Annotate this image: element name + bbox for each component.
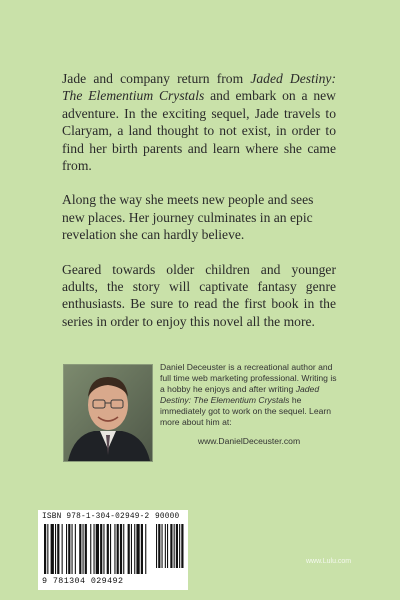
barcode-addon-bar (181, 524, 183, 568)
barcode-addon-bar (156, 524, 157, 568)
barcode-bar (120, 524, 122, 574)
barcode-bar (100, 524, 102, 574)
barcode-addon-bar (174, 524, 175, 568)
barcode-addon-bar (179, 524, 180, 568)
barcode-bar (55, 524, 56, 574)
barcode-bar (103, 524, 104, 574)
barcode-bars (42, 524, 184, 576)
barcode-bar (128, 524, 130, 574)
blurb-text: and embark on a new adventure. In the exciting sequel, Jade travels to Claryam, a land thought to not exist, in order to find her birth parents and learn where she came from. (62, 88, 336, 174)
barcode-addon-bar (176, 524, 178, 568)
barcode-bar (75, 524, 76, 574)
barcode-bar (114, 524, 115, 574)
author-website: www.DanielDeceuster.com (197, 436, 301, 446)
author-portrait-image (64, 365, 152, 461)
barcode-bar (68, 524, 70, 574)
barcode-bar (117, 524, 119, 574)
barcode-addon-bar (170, 524, 172, 568)
barcode-bar (110, 524, 111, 574)
barcode-bar (62, 524, 63, 574)
publisher-url: www.Lulu.com (306, 558, 352, 565)
barcode-bar (83, 524, 84, 574)
price-code: 90000 (155, 513, 180, 521)
author-bio-text: he immediately got to work on the sequel. Learn more about him at: (160, 395, 332, 428)
blurb-paragraph-3: Geared towards older children and younger adults, the story will captivate fantasy genre enthusiasts. Be sure to read the first book in the series in order to enjoy this novel all the more. (62, 261, 336, 329)
blurb-paragraph-2: Along the way she meets new people and sees new places. Her journey culminates in an epic revelation she can hardly believe. (62, 192, 314, 243)
barcode-bar (90, 524, 91, 574)
author-photo (63, 364, 153, 462)
barcode-bar (141, 524, 143, 574)
blurb-paragraph-1 (62, 70, 336, 174)
blurb-text: Jade and company return from (62, 71, 251, 86)
barcode-bar (51, 524, 54, 574)
barcode-addon-bar (167, 524, 168, 568)
isbn-barcode (38, 510, 188, 590)
barcode-bar (131, 524, 132, 574)
book-blurb (62, 70, 336, 347)
barcode-bar (107, 524, 109, 574)
book-title-reference: Jaded Destiny: The Elementium Crystals (62, 71, 336, 104)
barcode-bar (79, 524, 81, 574)
barcode-digits (42, 576, 123, 586)
barcode-bar (44, 524, 46, 574)
isbn-label-row (42, 513, 182, 521)
isbn-label: ISBN 978-1-304-02949-2 (42, 513, 150, 521)
barcode-addon-bar (162, 524, 163, 568)
barcode-bar (94, 524, 95, 574)
author-bio-text: Daniel Deceuster is a recreational author and full time web marketing professional. Writing is a hobby he enjoys and after writing (160, 362, 337, 395)
barcode-bar (136, 524, 139, 574)
barcode-bar (47, 524, 48, 574)
barcode-bar (145, 524, 146, 574)
barcode-bar (57, 524, 59, 574)
barcode-bar (72, 524, 73, 574)
barcode-bar (85, 524, 87, 574)
barcode-bar (123, 524, 124, 574)
barcode-bar (134, 524, 135, 574)
author-bio (160, 362, 338, 429)
barcode-bar (66, 524, 67, 574)
barcode-digits-main: 9 781304 029492 (42, 576, 124, 586)
barcode-bar (96, 524, 99, 574)
barcode-addon-bar (165, 524, 166, 568)
book-title-reference: Jaded Destiny: The Elementium Crystals (160, 384, 320, 406)
barcode-addon-bar (158, 524, 160, 568)
